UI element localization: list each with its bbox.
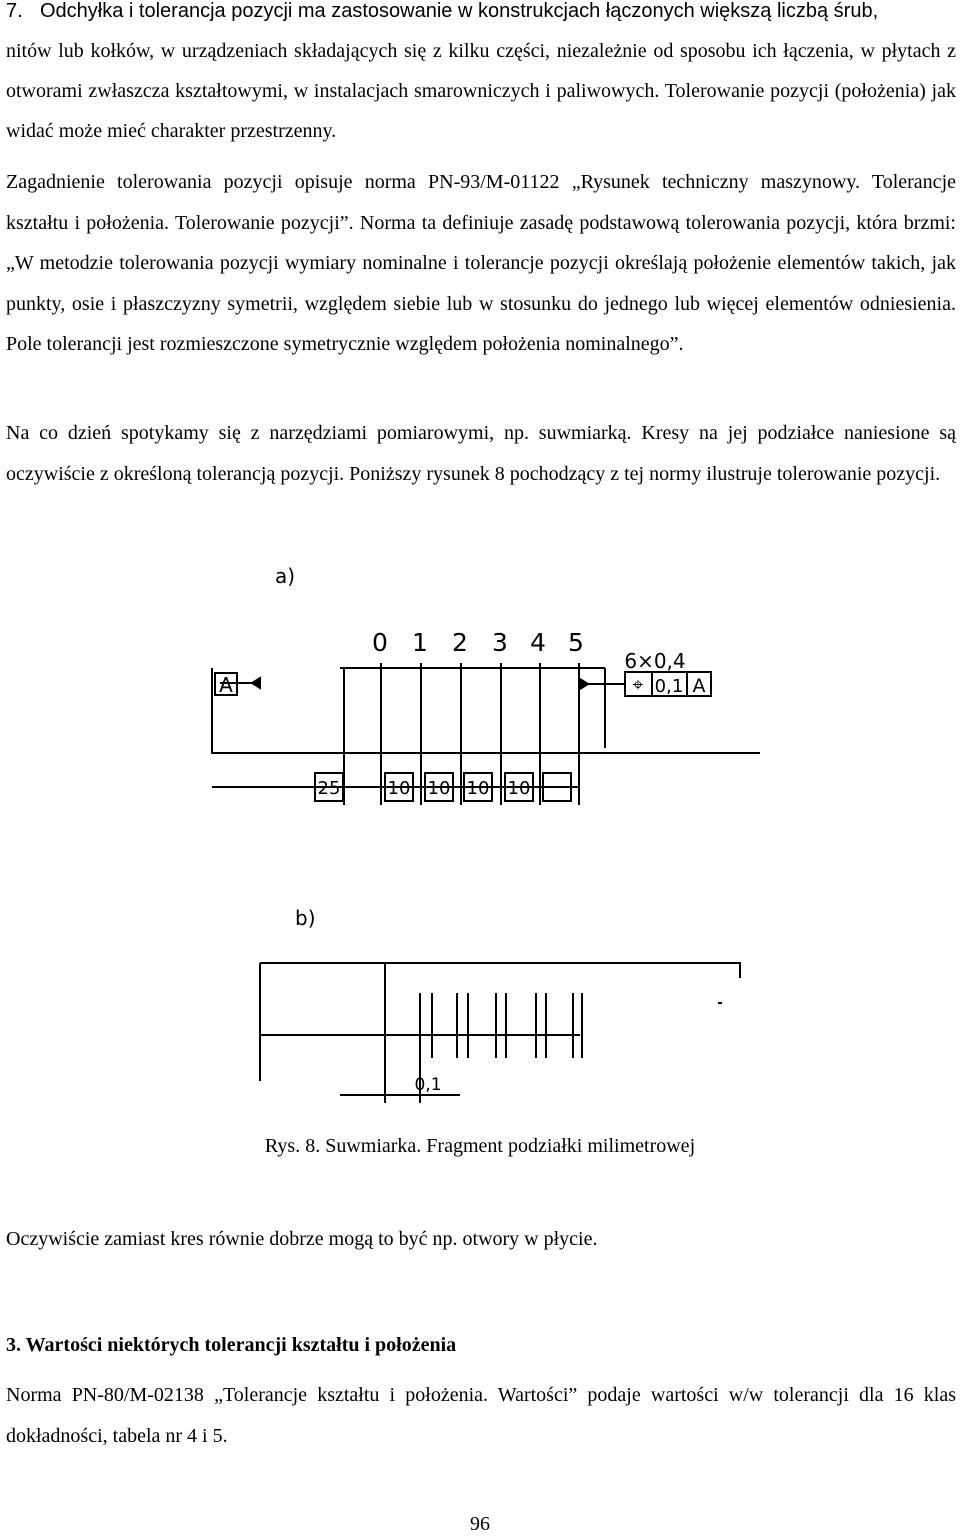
figure-drawing (200, 553, 760, 1113)
dimension-value: 10 (507, 778, 531, 799)
dimension-value: 10 (466, 778, 490, 799)
paragraph-otwory: Oczywiście zamiast kres równie dobrze mogą to być np. otwory w płycie. (6, 1228, 598, 1250)
scale-number: 3 (492, 628, 508, 657)
dimension-value: 10 (427, 778, 451, 799)
section-title: Wartości niektórych tolerancji kształtu i położenia (25, 1334, 457, 1356)
dimension-value: 10 (387, 778, 411, 799)
scale-number: 1 (412, 628, 428, 657)
datum-label: A (219, 673, 233, 697)
page-number: 96 (470, 1513, 490, 1535)
figure-tolerancing (200, 553, 760, 1113)
figure-caption: Rys. 8. Suwmiarka. Fragment podziałki milimetrowej (264, 1135, 696, 1157)
list-item-7 (6, 0, 956, 151)
scale-number: 5 (568, 628, 584, 657)
scale-number: 4 (530, 628, 546, 657)
list-item-text (6, 0, 956, 151)
list-item-first-line: Odchyłka i tolerancja pozycji ma zastosowanie w konstrukcjach łączonych większą liczbą śrub, (40, 0, 879, 22)
tolerance-value: 0,1 (654, 676, 684, 697)
paragraph-norm: Zagadnienie tolerowania pozycji opisuje norma PN-93/M-01122 „Rysunek techniczny maszynowy. Tolerancje kształtu i położenia. Tolerowanie pozycji”. Norma ta definiuje zasadę podstawową tolerowania pozycji, która brzmi: „W metodzie tolerowania pozycji wymiary nominalne i tolerancje pozycji określają położenie elementów takich, jak punkty, osie i płaszczyzny symetrii, względem siebie lub w stosunku do jednego lub więcej elementów odniesienia. Pole tolerancji jest rozmieszczone symetrycznie względem położenia nominalnego”. (6, 171, 956, 355)
tolerance-datum: A (692, 675, 706, 697)
dimension-value: 25 (317, 778, 341, 799)
section-number: 3. (6, 1334, 21, 1356)
zone-label: 0,1 (414, 1075, 442, 1095)
list-item-number: 7. (6, 0, 23, 22)
figure-label-a: a) (275, 564, 296, 588)
scale-number: 0 (372, 628, 388, 657)
figure-label-b: b) (295, 906, 316, 930)
section-heading (6, 1334, 456, 1357)
datum-triangle (252, 678, 260, 688)
paragraph-tables: Norma PN-80/M-02138 „Tolerancje kształtu i położenia. Wartości” podaje wartości w/w tolerancji dla 16 klas dokładności, tabela nr 4 i 5. (6, 1384, 956, 1447)
list-item-continuation: nitów lub kołków, w urządzeniach składających się z kilku części, niezależnie od sposobu ich łączenia, w płytach z otworami zwłaszcza kształtowymi, w instalacjach smarowniczych i paliwowych. Tolerowanie pozycji (położenia) jak widać może mieć charakter przestrzenny. (6, 40, 956, 142)
position-icon: ⌖ (632, 674, 644, 696)
scale-number: 2 (452, 628, 468, 657)
paragraph-suwmiarka: Na co dzień spotykamy się z narzędziami pomiarowymi, np. suwmiarką. Kresy na jej podziałce naniesione są oczywiście z określoną tolerancją pozycji. Poniższy rysunek 8 pochodzący z tej normy ilustruje tolerowanie pozycji. (6, 422, 956, 485)
ruler-outline-b (260, 963, 740, 978)
frame-arrow (580, 679, 588, 689)
count-note: 6×0,4 (624, 649, 686, 673)
